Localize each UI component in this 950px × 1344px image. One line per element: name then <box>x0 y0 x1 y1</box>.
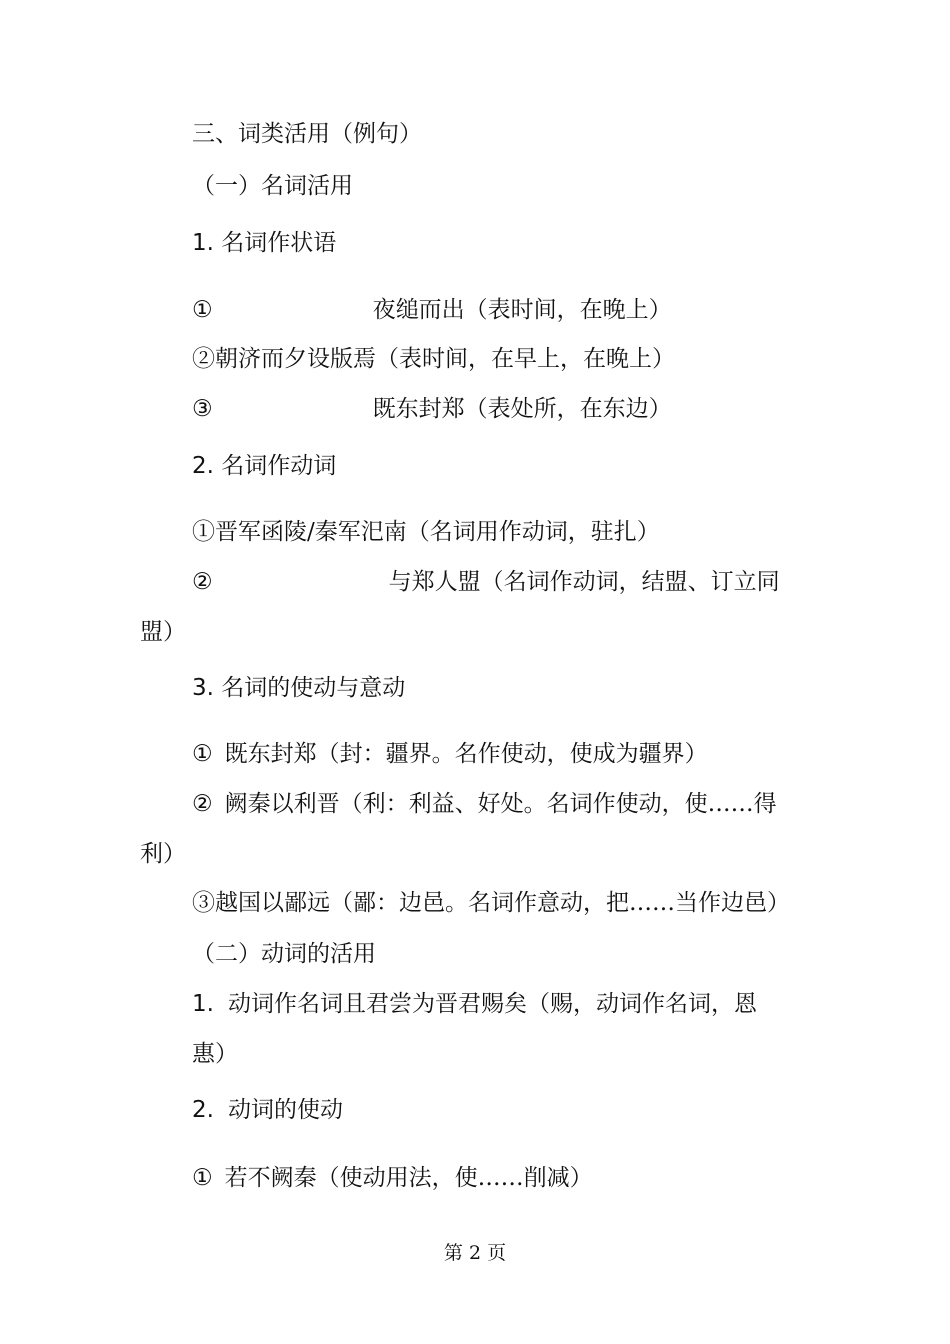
heading-noun-as-adverbial: 1. 名词作状语 <box>192 230 337 256</box>
example-text: 夜缒而出（表时间，在晚上） <box>372 297 672 323</box>
item-number: ③ <box>192 890 215 916</box>
item-number: ② <box>192 791 213 817</box>
heading-noun-as-verb: 2. 名词作动词 <box>192 453 337 479</box>
example-line <box>192 790 777 818</box>
example-continuation: 盟） <box>140 619 186 645</box>
example-line <box>192 1164 593 1192</box>
example-text: 越国以鄙远（鄙：边邑。名词作意动，把……当作边邑） <box>215 890 790 916</box>
example-text: 既东封郑（封：疆界。名作使动，使成为疆界） <box>224 741 708 767</box>
section-title: 三、词类活用（例句） <box>192 121 422 147</box>
example-continuation: 利） <box>140 841 186 867</box>
example-text: 晋军函陵/秦军汜南（名词用作动词，驻扎） <box>215 519 660 545</box>
example-text: 与郑人盟（名词作动词，结盟、订立同 <box>388 569 780 595</box>
example-text: 阙秦以利晋（利：利益、好处。名词作使动，使……得 <box>224 791 777 817</box>
item-number: 1. <box>192 991 214 1017</box>
example-line <box>192 740 708 768</box>
item-number: ② <box>192 346 215 372</box>
example-line <box>192 296 672 324</box>
item-number: ② <box>192 569 213 595</box>
heading-noun-causative: 3. 名词的使动与意动 <box>192 675 406 701</box>
example-line <box>192 345 675 373</box>
subsection-heading-verbs: （二）动词的活用 <box>192 941 376 967</box>
item-number: ① <box>192 519 215 545</box>
example-line <box>192 518 660 546</box>
example-line <box>192 568 780 596</box>
item-number: ③ <box>192 396 213 422</box>
item-number: ① <box>192 297 213 323</box>
verb-item-2 <box>192 1096 343 1124</box>
verb-item-1 <box>192 990 757 1018</box>
example-line <box>192 395 672 423</box>
item-number: ① <box>192 1165 213 1191</box>
example-text: 动词作名词且君尝为晋君赐矣（赐，动词作名词，恩 <box>227 991 757 1017</box>
heading-verb-causative: 动词的使动 <box>227 1097 343 1123</box>
subsection-heading-nouns: （一）名词活用 <box>192 173 353 199</box>
item-number: 2. <box>192 1097 214 1123</box>
example-text: 朝济而夕设版焉（表时间，在早上，在晚上） <box>215 346 675 372</box>
example-continuation: 惠） <box>192 1041 238 1067</box>
item-number: ① <box>192 741 213 767</box>
example-text: 既东封郑（表处所，在东边） <box>372 396 672 422</box>
example-line <box>192 889 790 917</box>
page-number: 第 2 页 <box>443 1242 507 1264</box>
example-text: 若不阙秦（使动用法，使……削减） <box>224 1165 593 1191</box>
